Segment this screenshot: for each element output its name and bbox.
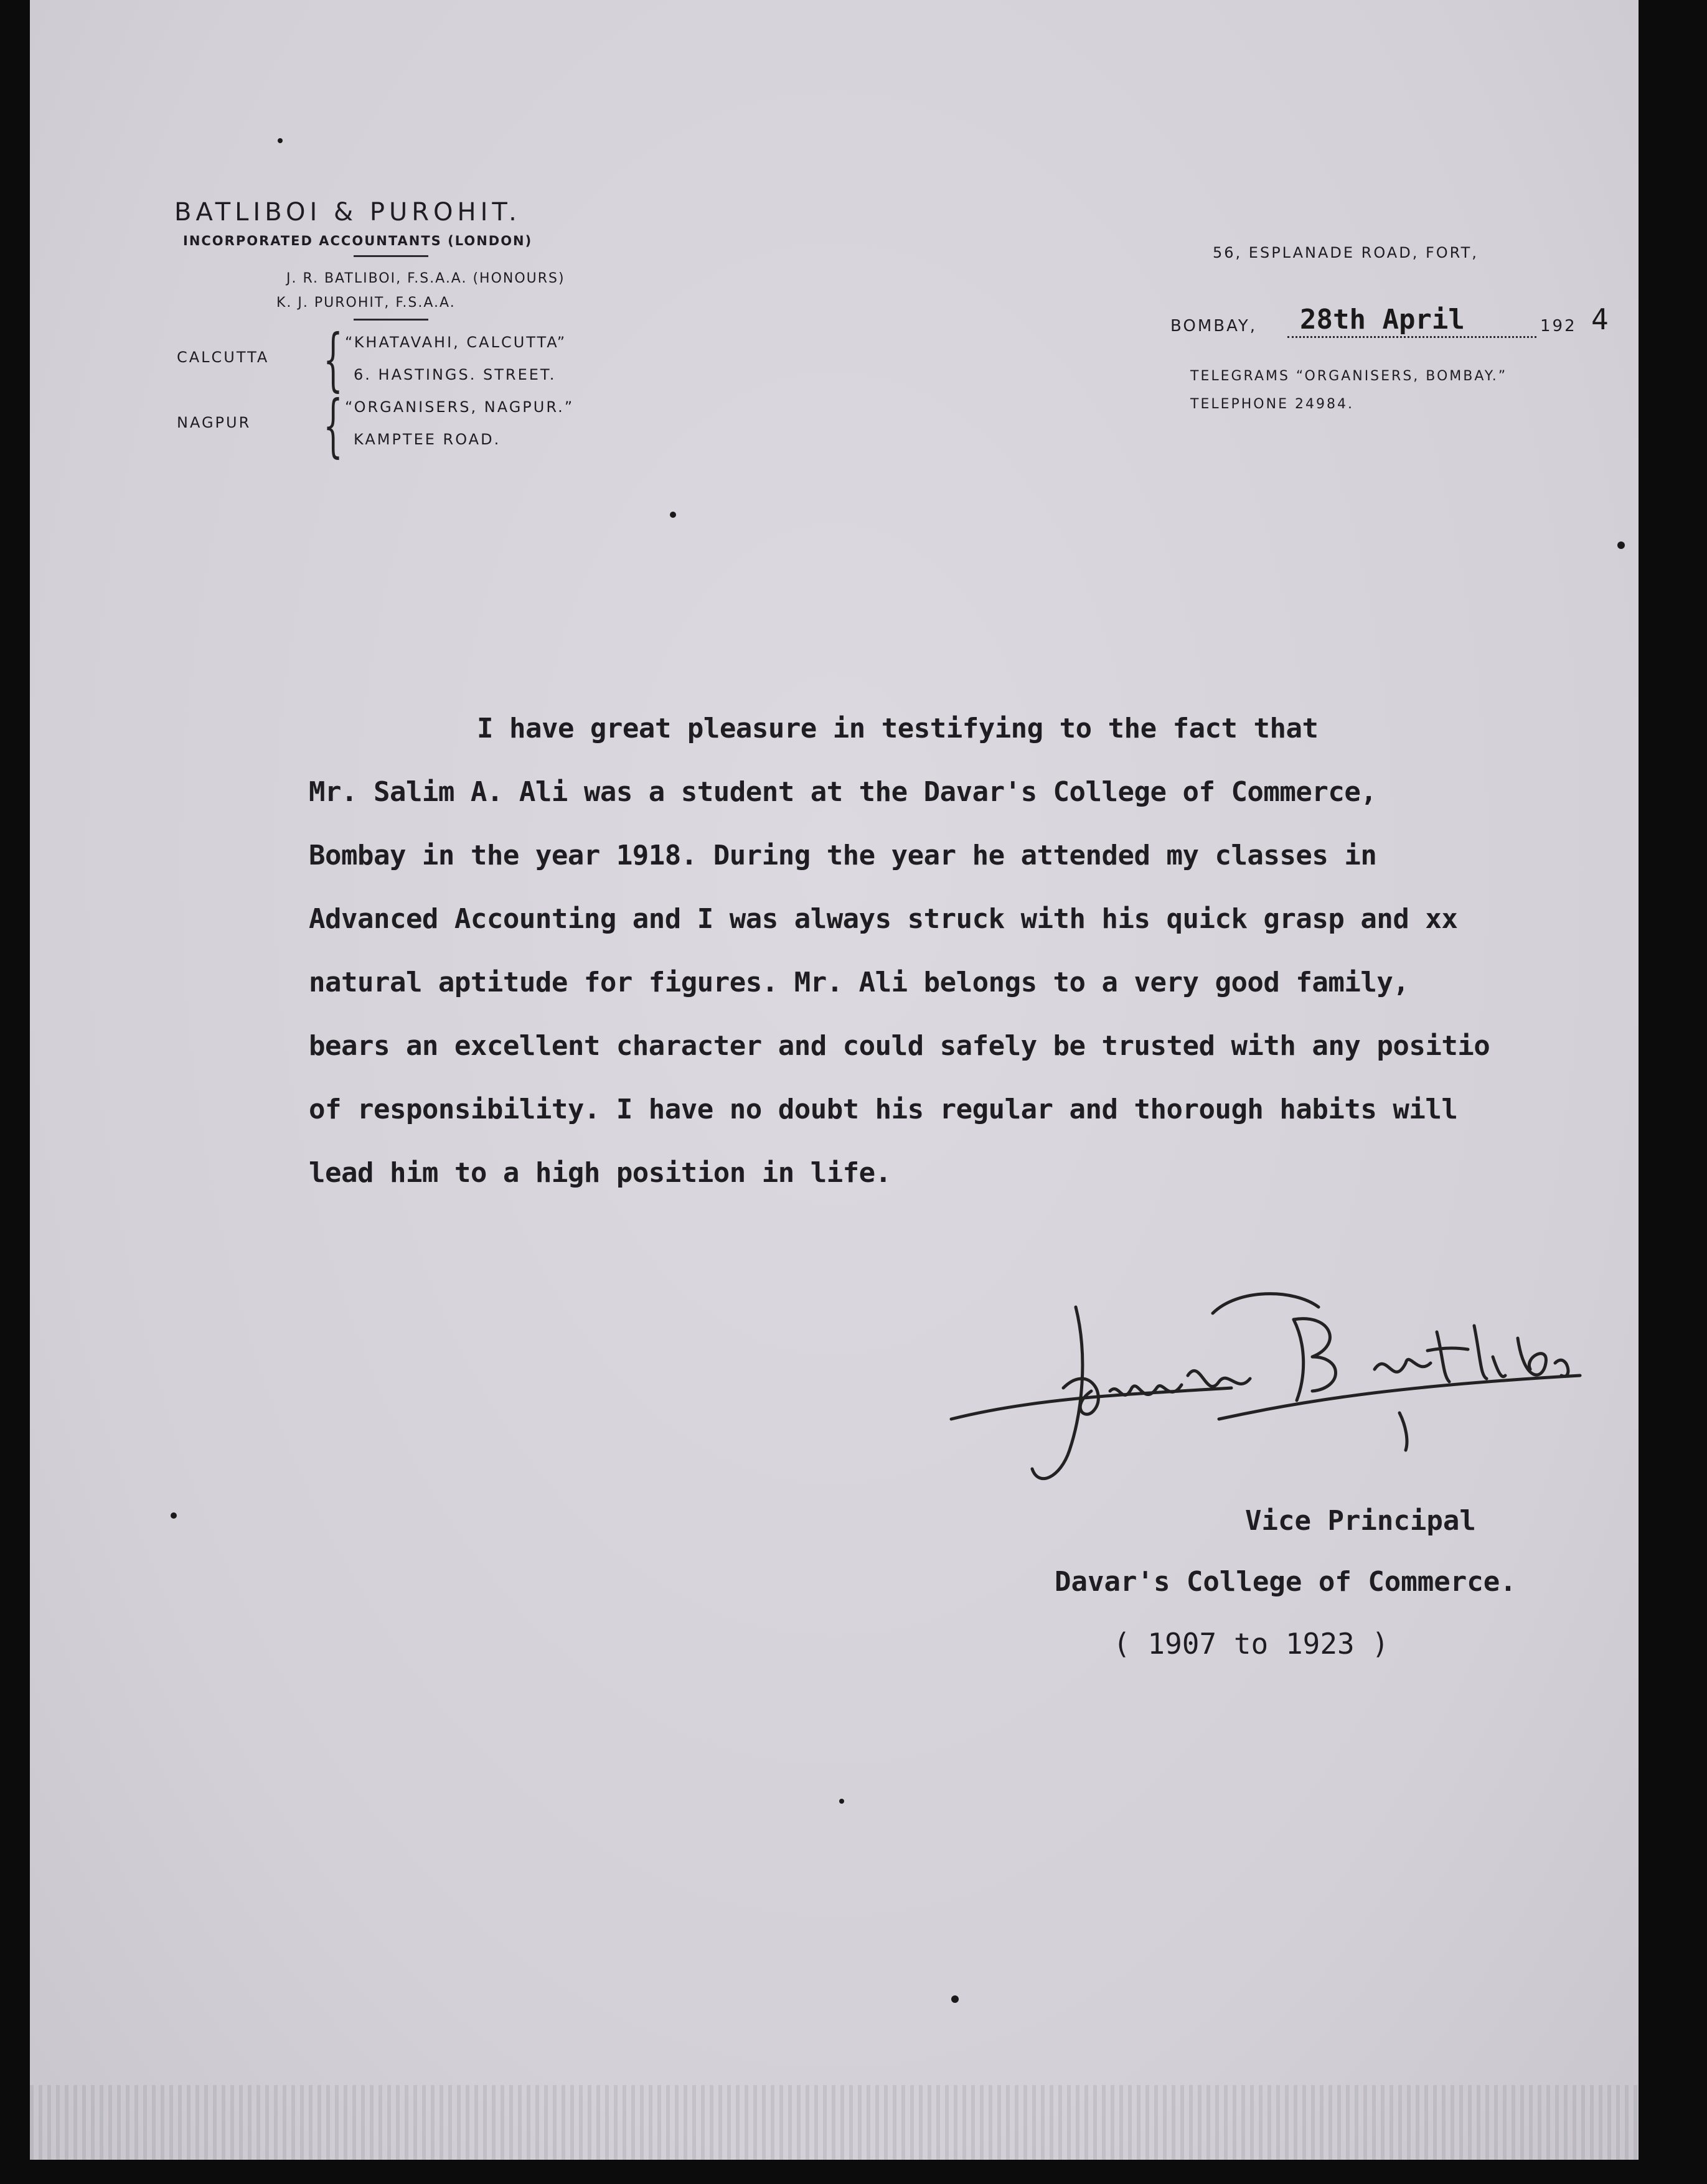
partner-1: J. R. BATLIBOI, F.S.A.A. (HONOURS) (286, 271, 565, 286)
date-dotted-line (1287, 336, 1536, 338)
firm-name: BATLIBOI & PUROHIT. (174, 198, 521, 227)
body-line: Advanced Accounting and I was always struck with his quick grasp and xx (309, 903, 1458, 935)
paper-speck (951, 1995, 959, 2003)
year-prefix: 192 (1540, 317, 1577, 335)
office-calcutta-telegram: “KHATAVAHI, CALCUTTA” (345, 334, 567, 351)
telephone-line: TELEPHONE 24984. (1190, 396, 1354, 412)
place-label: BOMBAY, (1170, 317, 1258, 335)
paper-speck (670, 512, 676, 518)
office-city-calcutta: CALCUTTA (177, 349, 270, 366)
body-line: bears an excellent character and could safely be trusted with any positio (309, 1030, 1490, 1062)
partner-2: K. J. PUROHIT, F.S.A.A. (276, 295, 456, 311)
paper-speck (278, 138, 283, 143)
office-city-nagpur: NAGPUR (177, 414, 252, 431)
signatory-institution: Davar's College of Commerce. (1055, 1566, 1517, 1598)
signatory-tenure: ( 1907 to 1923 ) (1113, 1627, 1390, 1661)
letter-sheet (30, 0, 1639, 2160)
telegrams-line: TELEGRAMS “ORGANISERS, BOMBAY.” (1190, 368, 1508, 384)
paper-speck (839, 1799, 844, 1804)
letter-date: 28th April (1300, 304, 1465, 335)
divider (354, 319, 428, 321)
handwritten-signature (945, 1263, 1680, 1525)
firm-subtitle: INCORPORATED ACCOUNTANTS (LONDON) (183, 233, 533, 248)
firm-address: 56, ESPLANADE ROAD, FORT, (1213, 244, 1479, 261)
paper-speck (171, 1512, 177, 1519)
body-line: Bombay in the year 1918. During the year he attended my classes in (309, 840, 1377, 871)
brace-icon: { (323, 319, 343, 399)
signatory-title: Vice Principal (1245, 1505, 1476, 1537)
office-nagpur-telegram: “ORGANISERS, NAGPUR.” (345, 398, 575, 416)
brace-icon: { (323, 385, 343, 465)
office-nagpur-address: KAMPTEE ROAD. (354, 431, 501, 448)
body-line: Mr. Salim A. Ali was a student at the Davar's College of Commerce, (309, 776, 1377, 808)
letter-body (309, 697, 1647, 1205)
body-line: of responsibility. I have no doubt his regular and thorough habits will (309, 1094, 1458, 1125)
year-digit: 4 (1591, 302, 1609, 336)
body-line: natural aptitude for figures. Mr. Ali belongs to a very good family, (309, 967, 1409, 998)
paper-speck (1617, 541, 1625, 549)
office-calcutta-address: 6. HASTINGS. STREET. (354, 366, 557, 383)
body-line: I have great pleasure in testifying to the fact that (477, 713, 1319, 744)
body-line: lead him to a high position in life. (309, 1157, 891, 1189)
divider (354, 255, 428, 257)
